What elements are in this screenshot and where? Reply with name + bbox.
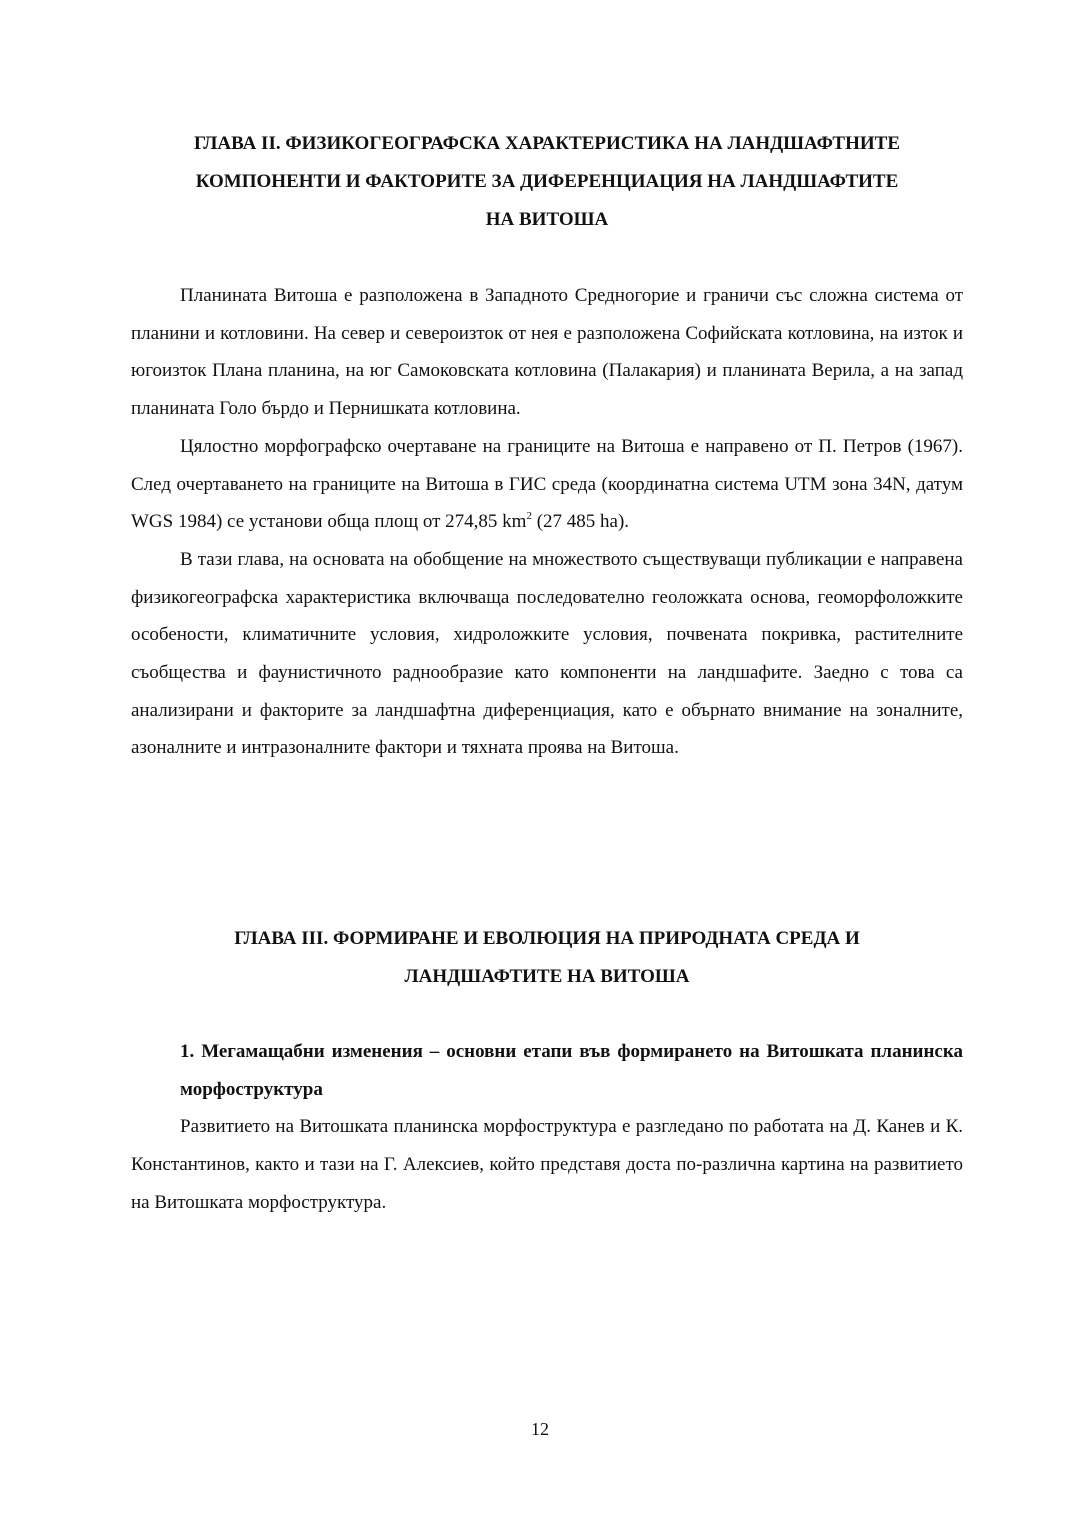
section-1-paragraph: Развитието на Витошката планинска морфоструктура е разгледано по работата на Д. Канев и К. Константинов, както и тази на Г. Алексиев, който представя доста по-различна картина на развитието на Витошката морфоструктура. bbox=[131, 1116, 963, 1213]
chapter-2-heading bbox=[131, 125, 963, 239]
chapter-2-heading-line-3: НА ВИТОША bbox=[485, 209, 609, 230]
chapter-2-heading-line-2: КОМПОНЕНТИ И ФАКТОРИТЕ ЗА ДИФЕРЕНЦИАЦИЯ НА ЛАНДШАФТИТЕ bbox=[195, 171, 899, 192]
page-number: 12 bbox=[531, 1419, 549, 1439]
chapter-3-body bbox=[131, 1033, 963, 1222]
chapter-2-paragraph-1: Планината Витоша е разположена в Западното Средногорие и граничи със сложна система от планини и котловини. На север и североизток от нея е разположена Софийската котловина, на изток и югоизток Плана планина, на юг Самоковската котловина (Палакария) и планината Верила, а на запад планината Голо бърдо и Пернишката котловина. bbox=[131, 285, 963, 420]
area-unit-superscript: 2 bbox=[526, 510, 532, 523]
chapter-3-heading-line-1: ГЛАВА III. ФОРМИРАНЕ И ЕВОЛЮЦИЯ НА ПРИРОДНАТА СРЕДА И bbox=[234, 928, 860, 949]
chapter-2-paragraph-2-tail: (27 485 ha). bbox=[531, 511, 630, 533]
chapter-2-paragraph-3: В тази глава, на основата на обобщение на множеството съществуващи публикации е направена физикогеографска характеристика включваща последователно геоложката основа, геоморфоложките особености, климатичните условия, хидроложките условия, почвената покривка, растителните съобщества и фаунистичното раднообразие като компоненти на ландшафите. Заедно с това са анализирани и факторите за ландшафтна диференциация, като е обърнато внимание на зоналните, азоналните и интразоналните фактори и тяхната проява на Витоша. bbox=[131, 548, 963, 759]
section-1-heading: 1. Мегамащабни изменения – основни етапи във формирането на Витошката планинска морфоструктура bbox=[180, 1041, 963, 1100]
chapter-2-body bbox=[131, 277, 963, 767]
chapter-2-heading-line-1: ГЛАВА II. ФИЗИКОГЕОГРАФСКА ХАРАКТЕРИСТИКА НА ЛАНДШАФТНИТЕ bbox=[194, 133, 900, 154]
chapter-3-heading-line-2: ЛАНДШАФТИТЕ НА ВИТОША bbox=[404, 966, 690, 987]
chapter-2-paragraph-2 bbox=[131, 428, 963, 541]
chapter-3-heading bbox=[131, 920, 963, 996]
chapter-2-paragraph-2-text: Цялостно морфографско очертаване на границите на Витоша е направено от П. Петров (1967). След очертаването на границите на Витоша в ГИС среда (координатна система UTM зона 34N, датум WGS 1984) се установи обща площ от 274,85 km bbox=[131, 435, 963, 533]
